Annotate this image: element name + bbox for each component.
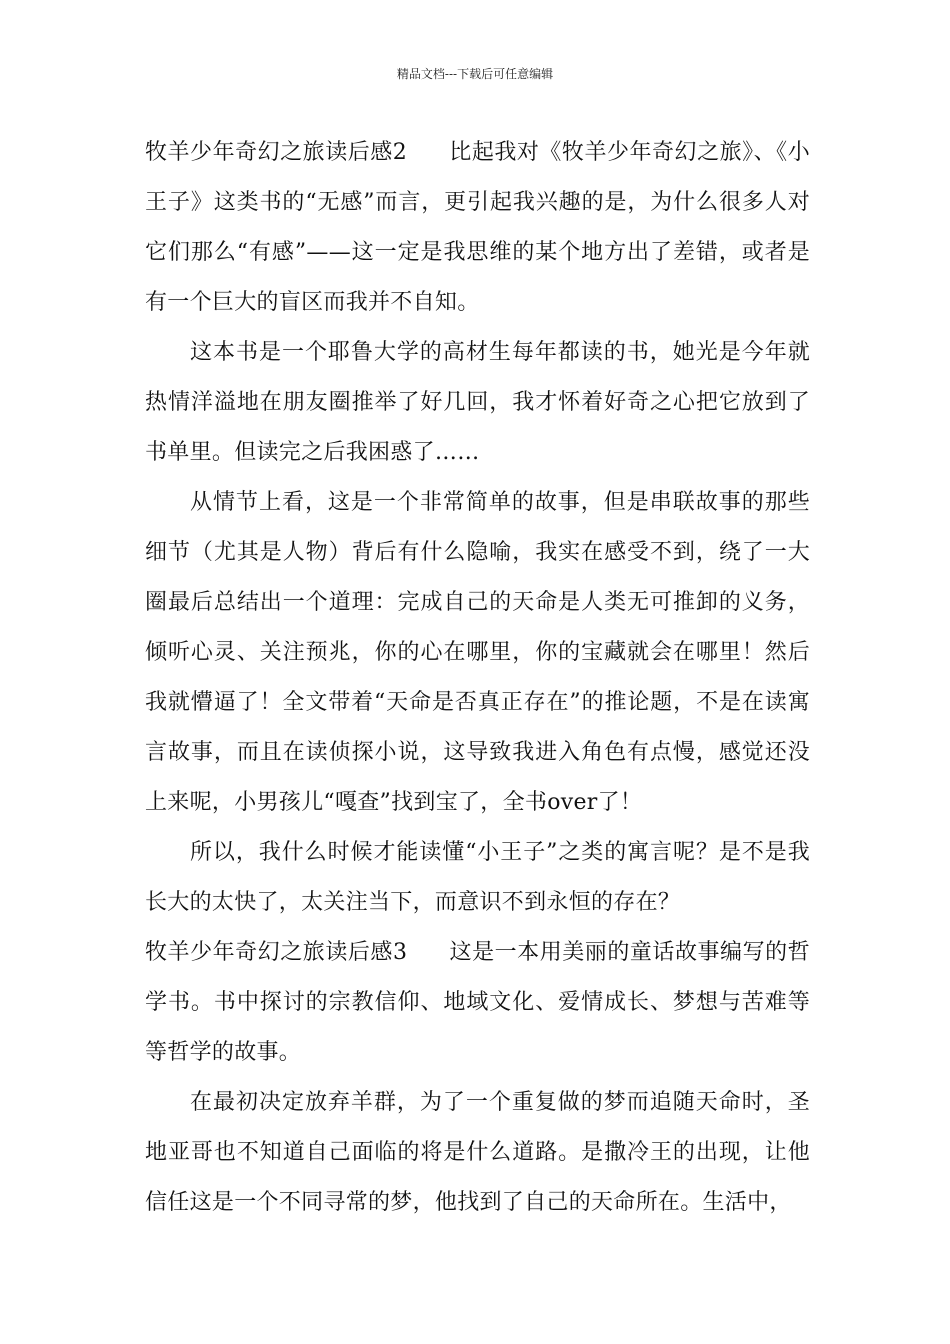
body-paragraph: 从情节上看，这是一个非常简单的故事，但是串联故事的那些细节（尤其是人物）背后有什么隐喻，我实在感受不到，绕了一大圈最后总结出一个道理：完成自己的天命是人类无可推卸的义务，倾听心灵、关注预兆，你的心在哪里，你的宝藏就会在哪里！然后我就懵逼了！全文带着“天命是否真正存在”的推论题，不是在读寓言故事，而且在读侦探小说，这导致我进入角色有点慢，感觉还没上来呢，小男孩儿“嘎查”找到宝了，全书over了！ (145, 490, 810, 815)
document-body (145, 128, 810, 1228)
section-heading-paragraph (145, 128, 810, 328)
section-title: 牧羊少年奇幻之旅读后感3 (145, 940, 408, 965)
body-paragraph: 所以，我什么时候才能读懂“小王子”之类的寓言呢？是不是我长大的太快了，太关注当下，而意识不到永恒的存在？ (145, 840, 810, 915)
page-header: 精品文档---下载后可任意编辑 (396, 67, 554, 81)
section-lead-text: 这是一本用美丽的童话故事编写的哲学书。书中探讨的宗教信仰、地域文化、爱情成长、梦想与苦难等等哲学的故事。 (145, 940, 810, 1065)
section-heading-paragraph (145, 928, 810, 1078)
body-paragraph: 在最初决定放弃羊群，为了一个重复做的梦而追随天命时，圣地亚哥也不知道自己面临的将是什么道路。是撒冷王的出现，让他信任这是一个不同寻常的梦，他找到了自己的天命所在。生活中， (145, 1090, 810, 1215)
body-paragraph: 这本书是一个耶鲁大学的高材生每年都读的书，她光是今年就热情洋溢地在朋友圈推举了好几回，我才怀着好奇之心把它放到了书单里。但读完之后我困惑了…… (145, 340, 810, 465)
section-lead-text: 比起我对《牧羊少年奇幻之旅》、《小王子》这类书的“无感”而言，更引起我兴趣的是，为什么很多人对它们那么“有感”——这一定是我思维的某个地方出了差错，或者是有一个巨大的盲区而我并不自知。 (145, 140, 810, 315)
section-title: 牧羊少年奇幻之旅读后感2 (145, 140, 408, 165)
